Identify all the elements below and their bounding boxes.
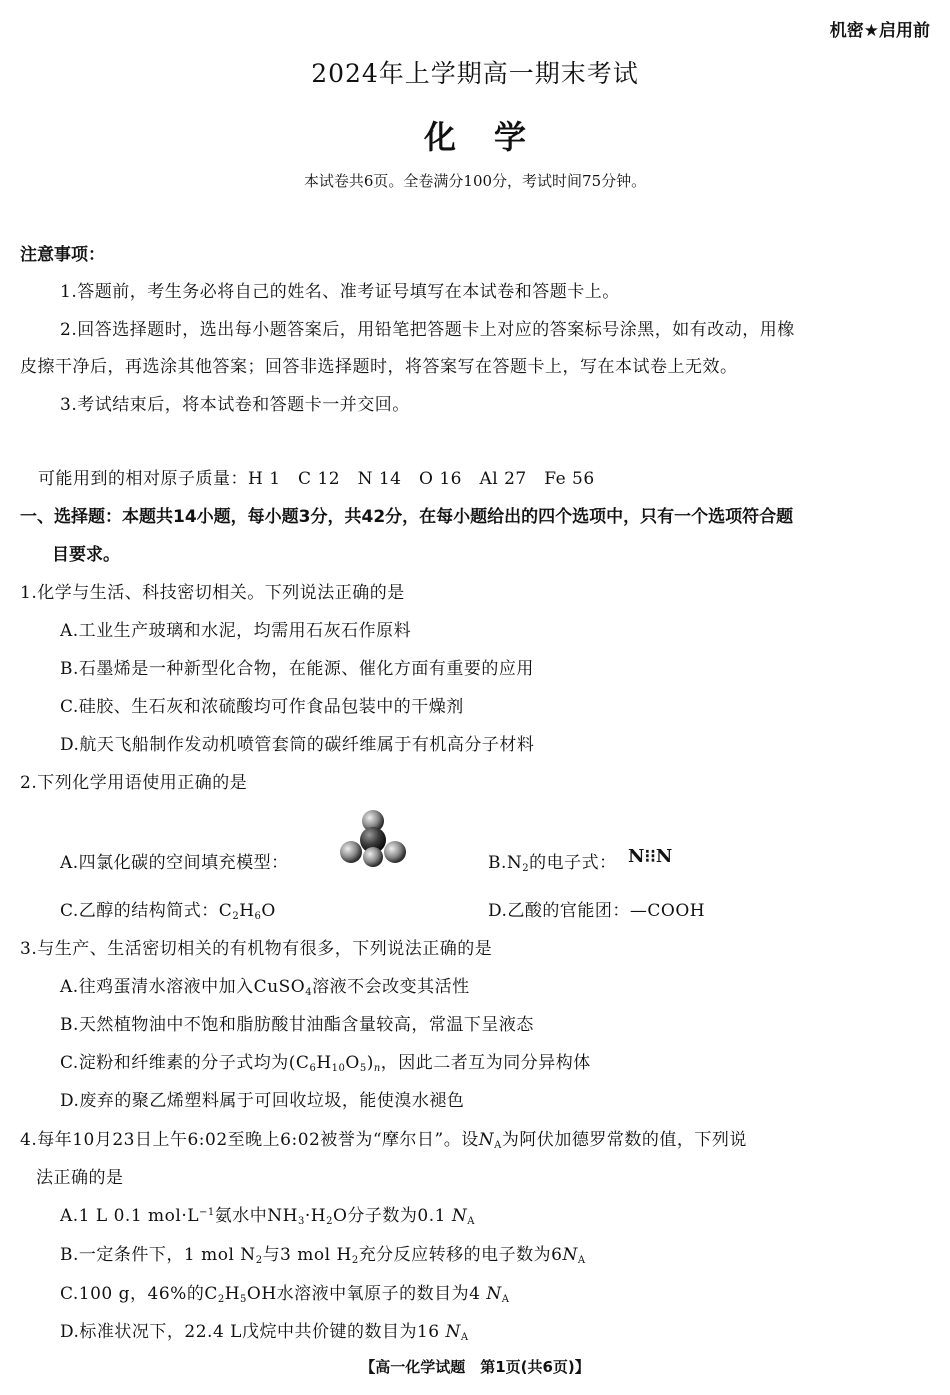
atomic-masses: 可能用到的相对原子质量：H 1 C 12 N 14 O 16 Al 27 Fe 56	[38, 469, 595, 489]
q2-option-c: C.乙醇的结构简式：$C_2H_6O$	[60, 901, 276, 922]
q4-stem-line-1: 4.每年10月23日上午6:02至晚上6:02被誉为“摩尔日”。设$N_A$为阿伏加德罗常数的值，下列说	[20, 1130, 747, 1151]
notice-item-3: 3.考试结束后，将本试卷和答题卡一并交回。	[60, 395, 410, 415]
q2-option-a: A.四氯化碳的空间填充模型：	[60, 853, 289, 873]
q4-option-d: D.标准状况下，22.4 L戊烷中共价键的数目为16 $N_A$	[60, 1322, 469, 1343]
q4-stem-line-2: 法正确的是	[36, 1168, 124, 1188]
q1-stem: 1.化学与生活、科技密切相关。下列说法正确的是	[20, 583, 405, 603]
exam-title: 2024年上学期高一期末考试	[311, 59, 639, 88]
page-footer: 【高一化学试题 第1页(共6页)】	[360, 1358, 590, 1376]
q2-option-b: $B.N_2$的电子式：	[488, 853, 617, 874]
ccl4-space-filling-model	[338, 808, 408, 868]
notice-heading: 注意事项：	[20, 245, 105, 265]
notice-item-2-line-1: 2.回答选择题时，选出每小题答案后，用铅笔把答题卡上对应的答案标号涂黑，如有改动，用橡	[60, 320, 795, 340]
q4-option-c: C.100 g，46%的$C_2H_5OH$水溶液中氧原子的数目为4 $N_A$	[60, 1284, 510, 1305]
q2-option-d: D.乙酸的官能团：—COOH	[488, 901, 706, 921]
confidential-mark: 机密★启用前	[829, 21, 930, 41]
section-1-heading-line-1: 一、选择题：本题共14小题，每小题3分，共42分，在每小题给出的四个选项中，只有一个选项符合题	[20, 507, 794, 527]
q1-option-b: B.石墨烯是一种新型化合物，在能源、催化方面有重要的应用	[60, 659, 534, 679]
q1-option-c: C.硅胶、生石灰和浓硫酸均可作食品包装中的干燥剂	[60, 697, 464, 717]
exam-info: 本试卷共6页。全卷满分100分，考试时间75分钟。	[303, 172, 647, 190]
subject-title: 化学	[423, 118, 564, 156]
q1-option-d: D.航天飞船制作发动机喷管套筒的碳纤维属于有机高分子材料	[60, 735, 535, 755]
notice-item-2-line-2: 皮擦干净后，再选涂其他答案；回答非选择题时，将答案写在答题卡上，写在本试卷上无效。	[20, 357, 738, 377]
q2-stem: 2.下列化学用语使用正确的是	[20, 773, 248, 793]
q4-option-b: B.一定条件下，1 mol $N_2$与3 mol $H_2$充分反应转移的电子数为$6N_A$	[60, 1245, 586, 1266]
q1-option-a: A.工业生产玻璃和水泥，均需用石灰石作原料	[60, 621, 412, 641]
q4-option-a: A.1 L 0.1 $mol\cdot L^{-1}$氨水中$NH_3\cdot H_2O$分子数为0.1 $N_A$	[60, 1206, 475, 1227]
section-1-heading-line-2: 目要求。	[52, 545, 120, 565]
q3-option-d: D.废弃的聚乙烯塑料属于可回收垃圾，能使溴水褪色	[60, 1091, 465, 1111]
q3-option-c: C.淀粉和纤维素的分子式均为$(C_6H_{10}O_5)_n$，因此二者互为同分异构体	[60, 1053, 591, 1074]
q3-stem: 3.与生产、生活密切相关的有机物有很多，下列说法正确的是	[20, 939, 493, 959]
q3-option-a: A.往鸡蛋清水溶液中加入CuSO$_4$溶液不会改变其活性	[60, 977, 470, 998]
notice-item-1: 1.答题前，考生务必将自己的姓名、准考证号填写在本试卷和答题卡上。	[60, 282, 620, 302]
n2-electron-formula: N⁝⁝N	[628, 846, 673, 867]
q3-option-b: B.天然植物油中不饱和脂肪酸甘油酯含量较高，常温下呈液态	[60, 1015, 534, 1035]
